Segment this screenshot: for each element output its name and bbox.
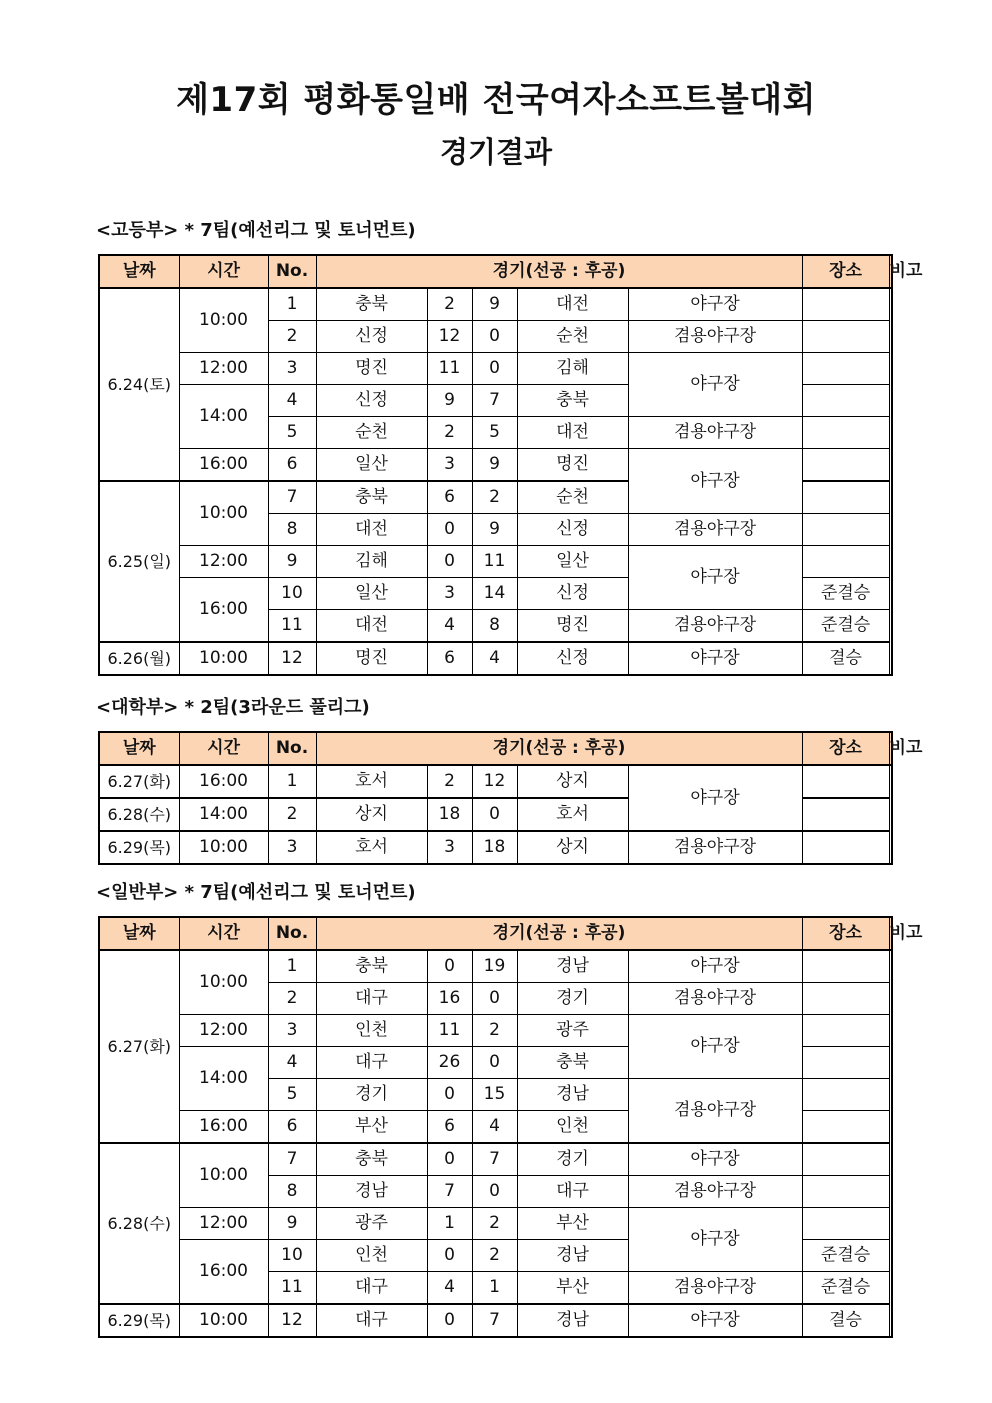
game-no-cell: 4 [268,1047,316,1079]
first-score-cell: 6 [427,1111,472,1144]
time-cell: 12:00 [179,546,268,578]
table-row [99,353,892,385]
game-no-cell: 12 [268,642,316,675]
game-no-cell: 1 [268,950,316,983]
note-cell: 결승 [802,1304,889,1337]
first-team-cell: 김해 [316,546,427,578]
venue-cell: 야구장 [628,950,802,983]
section-heading-high-school: <고등부> * 7팀(예선리그 및 토너먼트) [96,220,416,241]
second-team-cell: 대전 [517,417,628,449]
first-score-cell: 2 [427,288,472,321]
time-cell: 12:00 [179,1208,268,1240]
venue-cell: 겸용야구장 [628,1079,802,1144]
note-cell [802,765,889,798]
header-date: 날짜 [99,255,179,288]
second-team-cell: 신정 [517,514,628,546]
second-team-cell: 일산 [517,546,628,578]
second-score-cell: 1 [472,1272,517,1305]
second-score-cell: 18 [472,831,517,864]
game-no-cell: 9 [268,546,316,578]
venue-cell: 야구장 [628,1015,802,1079]
game-no-cell: 7 [268,1143,316,1176]
header-no: No. [268,732,316,765]
first-score-cell: 3 [427,831,472,864]
time-cell: 14:00 [179,1047,268,1111]
second-score-cell: 0 [472,321,517,353]
game-no-cell: 1 [268,288,316,321]
note-cell: 준결승 [802,1240,889,1272]
first-score-cell: 0 [427,1143,472,1176]
table-row [99,546,892,578]
header-note: 비고 [889,917,892,950]
second-score-cell: 2 [472,481,517,514]
first-team-cell: 대구 [316,1304,427,1337]
second-score-cell: 12 [472,765,517,798]
venue-cell: 겸용야구장 [628,1176,802,1208]
page-title: 제17회 평화통일배 전국여자소프트볼대회 [176,80,816,120]
second-score-cell: 0 [472,353,517,385]
second-team-cell: 충북 [517,385,628,417]
note-cell: 준결승 [802,610,889,643]
results-table-high-school [98,254,923,676]
venue-cell: 겸용야구장 [628,983,802,1015]
second-team-cell: 명진 [517,449,628,482]
game-no-cell: 7 [268,481,316,514]
table-row [99,1143,892,1176]
first-team-cell: 인천 [316,1240,427,1272]
second-score-cell: 0 [472,1047,517,1079]
game-no-cell: 11 [268,610,316,643]
venue-cell: 야구장 [628,1143,802,1176]
venue-cell: 야구장 [628,642,802,675]
time-cell: 16:00 [179,765,268,798]
game-no-cell: 6 [268,449,316,482]
note-cell [802,1143,889,1176]
date-cell: 6.25(일) [99,481,179,642]
game-no-cell: 11 [268,1272,316,1305]
header-match: 경기(선공 : 후공) [316,255,802,288]
time-cell: 10:00 [179,642,268,675]
second-score-cell: 14 [472,578,517,610]
header-venue: 장소 [802,732,889,765]
second-team-cell: 신정 [517,578,628,610]
time-cell: 10:00 [179,481,268,546]
header-note: 비고 [889,732,892,765]
first-score-cell: 6 [427,481,472,514]
second-team-cell: 호서 [517,798,628,831]
table-row [99,449,892,482]
first-score-cell: 26 [427,1047,472,1079]
venue-cell: 겸용야구장 [628,610,802,643]
first-score-cell: 6 [427,642,472,675]
venue-cell: 겸용야구장 [628,417,802,449]
note-cell [802,983,889,1015]
first-score-cell: 16 [427,983,472,1015]
second-score-cell: 2 [472,1208,517,1240]
second-score-cell: 0 [472,983,517,1015]
header-date: 날짜 [99,917,179,950]
page-subtitle: 경기결과 [439,135,553,169]
second-team-cell: 광주 [517,1015,628,1047]
date-cell: 6.29(목) [99,1304,179,1337]
first-team-cell: 호서 [316,831,427,864]
date-cell: 6.29(목) [99,831,179,864]
game-no-cell: 5 [268,1079,316,1111]
first-team-cell: 대구 [316,1047,427,1079]
date-cell: 6.24(토) [99,288,179,481]
second-score-cell: 19 [472,950,517,983]
second-score-cell: 0 [472,1176,517,1208]
second-score-cell: 7 [472,385,517,417]
second-team-cell: 경남 [517,1240,628,1272]
header-time: 시간 [179,732,268,765]
game-no-cell: 4 [268,385,316,417]
first-score-cell: 7 [427,1176,472,1208]
game-no-cell: 3 [268,1015,316,1047]
note-cell [802,288,889,321]
results-table-university [98,731,923,865]
second-team-cell: 신정 [517,642,628,675]
second-team-cell: 대구 [517,1176,628,1208]
time-cell: 10:00 [179,1304,268,1337]
second-team-cell: 순천 [517,321,628,353]
second-score-cell: 0 [472,798,517,831]
first-score-cell: 2 [427,765,472,798]
note-cell [802,321,889,353]
note-cell [802,950,889,983]
second-score-cell: 9 [472,449,517,482]
first-team-cell: 대구 [316,1272,427,1305]
second-team-cell: 인천 [517,1111,628,1144]
first-score-cell: 0 [427,1240,472,1272]
venue-cell: 야구장 [628,353,802,417]
game-no-cell: 10 [268,578,316,610]
first-team-cell: 순천 [316,417,427,449]
second-team-cell: 부산 [517,1272,628,1305]
second-score-cell: 7 [472,1143,517,1176]
table-row [99,642,892,675]
first-score-cell: 12 [427,321,472,353]
table-row [99,288,892,321]
time-cell: 10:00 [179,1143,268,1208]
game-no-cell: 1 [268,765,316,798]
note-cell [802,449,889,482]
first-team-cell: 대전 [316,610,427,643]
note-cell [802,1079,889,1111]
table-row [99,1304,892,1337]
second-team-cell: 경남 [517,1304,628,1337]
second-score-cell: 7 [472,1304,517,1337]
time-cell: 16:00 [179,578,268,643]
second-score-cell: 8 [472,610,517,643]
time-cell: 16:00 [179,1240,268,1305]
note-cell [802,798,889,831]
game-no-cell: 3 [268,831,316,864]
first-score-cell: 11 [427,353,472,385]
header-match: 경기(선공 : 후공) [316,732,802,765]
venue-cell: 야구장 [628,765,802,831]
venue-cell: 야구장 [628,1208,802,1272]
note-cell [802,546,889,578]
time-cell: 16:00 [179,1111,268,1144]
second-team-cell: 경기 [517,1143,628,1176]
second-team-cell: 김해 [517,353,628,385]
time-cell: 12:00 [179,1015,268,1047]
first-team-cell: 명진 [316,642,427,675]
first-score-cell: 2 [427,417,472,449]
first-team-cell: 일산 [316,449,427,482]
header-date: 날짜 [99,732,179,765]
note-cell: 준결승 [802,1272,889,1305]
first-team-cell: 대전 [316,514,427,546]
header-venue: 장소 [802,255,889,288]
second-team-cell: 명진 [517,610,628,643]
section-heading-university: <대학부> * 2팀(3라운드 풀리그) [96,697,370,718]
second-team-cell: 부산 [517,1208,628,1240]
venue-cell: 겸용야구장 [628,514,802,546]
first-score-cell: 0 [427,1304,472,1337]
header-note: 비고 [889,255,892,288]
note-cell [802,1208,889,1240]
game-no-cell: 2 [268,798,316,831]
venue-cell: 겸용야구장 [628,321,802,353]
first-score-cell: 18 [427,798,472,831]
game-no-cell: 5 [268,417,316,449]
note-cell [802,385,889,417]
venue-cell: 겸용야구장 [628,831,802,864]
first-team-cell: 충북 [316,950,427,983]
first-team-cell: 신정 [316,321,427,353]
game-no-cell: 6 [268,1111,316,1144]
note-cell: 준결승 [802,578,889,610]
first-score-cell: 0 [427,514,472,546]
note-cell [802,1176,889,1208]
second-score-cell: 2 [472,1240,517,1272]
second-score-cell: 11 [472,546,517,578]
first-team-cell: 신정 [316,385,427,417]
first-team-cell: 상지 [316,798,427,831]
time-cell: 12:00 [179,353,268,385]
game-no-cell: 10 [268,1240,316,1272]
note-cell [802,1015,889,1047]
header-time: 시간 [179,255,268,288]
time-cell: 10:00 [179,950,268,1015]
game-no-cell: 3 [268,353,316,385]
first-team-cell: 호서 [316,765,427,798]
game-no-cell: 12 [268,1304,316,1337]
game-no-cell: 8 [268,1176,316,1208]
game-no-cell: 8 [268,514,316,546]
section-heading-general: <일반부> * 7팀(예선리그 및 토너먼트) [96,882,416,903]
date-cell: 6.28(수) [99,798,179,831]
header-time: 시간 [179,917,268,950]
time-cell: 10:00 [179,831,268,864]
second-team-cell: 충북 [517,1047,628,1079]
header-match: 경기(선공 : 후공) [316,917,802,950]
first-team-cell: 명진 [316,353,427,385]
time-cell: 14:00 [179,798,268,831]
second-team-cell: 순천 [517,481,628,514]
table-row [99,1208,892,1240]
note-cell [802,353,889,385]
note-cell [802,481,889,514]
date-cell: 6.26(월) [99,642,179,675]
header-no: No. [268,255,316,288]
note-cell [802,514,889,546]
second-team-cell: 경남 [517,1079,628,1111]
second-team-cell: 상지 [517,831,628,864]
game-no-cell: 2 [268,983,316,1015]
first-team-cell: 부산 [316,1111,427,1144]
second-score-cell: 5 [472,417,517,449]
venue-cell: 야구장 [628,449,802,514]
table-row [99,831,892,864]
second-score-cell: 4 [472,1111,517,1144]
date-cell: 6.28(수) [99,1143,179,1304]
second-score-cell: 2 [472,1015,517,1047]
first-score-cell: 0 [427,950,472,983]
second-team-cell: 경기 [517,983,628,1015]
first-team-cell: 충북 [316,481,427,514]
venue-cell: 야구장 [628,1304,802,1337]
first-team-cell: 경남 [316,1176,427,1208]
first-team-cell: 일산 [316,578,427,610]
second-score-cell: 15 [472,1079,517,1111]
time-cell: 16:00 [179,449,268,482]
venue-cell: 겸용야구장 [628,1272,802,1305]
game-no-cell: 9 [268,1208,316,1240]
note-cell: 결승 [802,642,889,675]
venue-cell: 야구장 [628,288,802,321]
first-score-cell: 1 [427,1208,472,1240]
first-team-cell: 대구 [316,983,427,1015]
note-cell [802,831,889,864]
first-team-cell: 충북 [316,1143,427,1176]
first-score-cell: 4 [427,610,472,643]
second-score-cell: 4 [472,642,517,675]
time-cell: 14:00 [179,385,268,449]
first-score-cell: 3 [427,578,472,610]
second-team-cell: 대전 [517,288,628,321]
note-cell [802,1047,889,1079]
game-no-cell: 2 [268,321,316,353]
first-score-cell: 3 [427,449,472,482]
first-score-cell: 4 [427,1272,472,1305]
second-score-cell: 9 [472,288,517,321]
first-score-cell: 9 [427,385,472,417]
first-team-cell: 광주 [316,1208,427,1240]
date-cell: 6.27(화) [99,950,179,1143]
first-score-cell: 11 [427,1015,472,1047]
note-cell [802,417,889,449]
header-venue: 장소 [802,917,889,950]
header-no: No. [268,917,316,950]
first-score-cell: 0 [427,546,472,578]
table-row [99,765,892,798]
second-team-cell: 경남 [517,950,628,983]
second-team-cell: 상지 [517,765,628,798]
venue-cell: 야구장 [628,546,802,610]
table-row [99,950,892,983]
second-score-cell: 9 [472,514,517,546]
time-cell: 10:00 [179,288,268,353]
first-team-cell: 경기 [316,1079,427,1111]
first-score-cell: 0 [427,1079,472,1111]
note-cell [802,1111,889,1144]
first-team-cell: 충북 [316,288,427,321]
date-cell: 6.27(화) [99,765,179,798]
results-table-general [98,916,923,1338]
first-team-cell: 인천 [316,1015,427,1047]
table-row [99,1015,892,1047]
